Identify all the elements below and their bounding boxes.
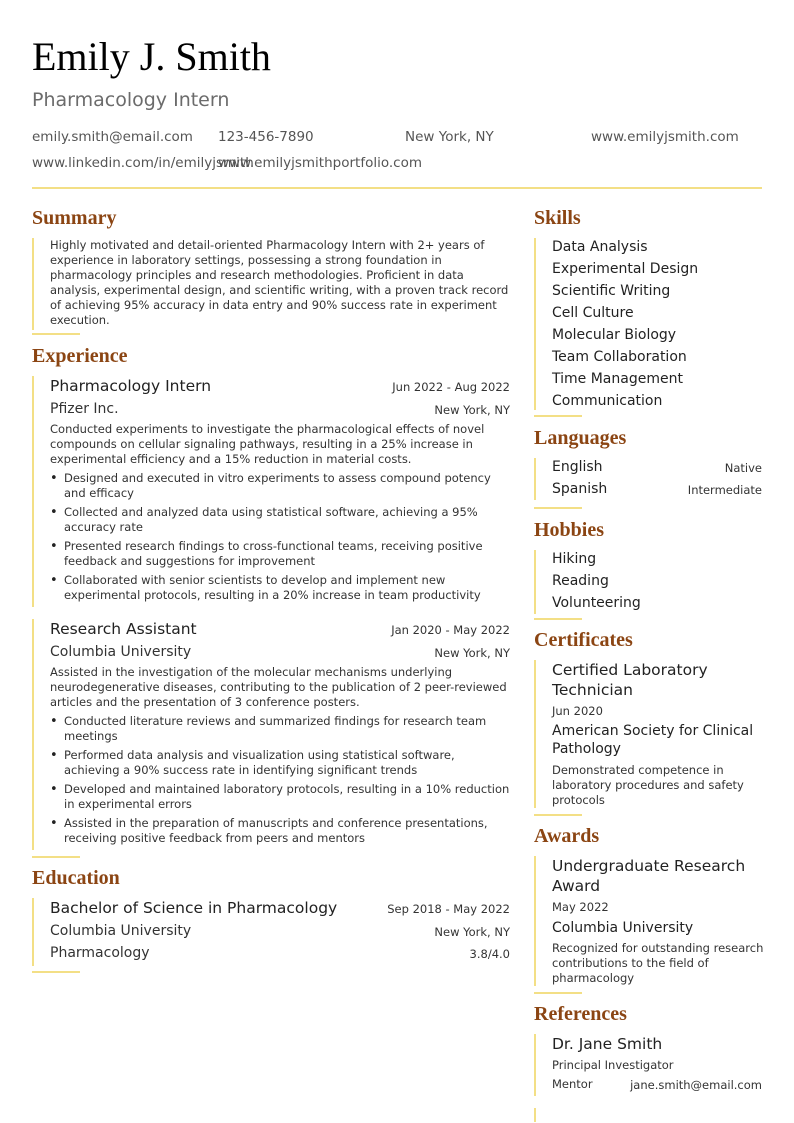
education-school: Columbia University	[50, 923, 192, 939]
website-link[interactable]: www.emilyjsmith.com	[591, 129, 739, 145]
summary-bar	[32, 238, 34, 330]
experience-rule	[32, 856, 80, 858]
reference-name: Dr. Jane Smith	[552, 1035, 663, 1053]
header-divider	[32, 187, 762, 189]
job-dates: Jun 2022 - Aug 2022	[392, 380, 510, 394]
reference-position: Principal Investigator	[552, 1058, 674, 1072]
language-name: Spanish	[552, 481, 608, 497]
job-bullet: • Assisted in the preparation of manuscripts and conference presentations, receiving positive feedback from peers and mentors	[50, 816, 510, 846]
certificate-title: Certified Laboratory Technician	[552, 661, 708, 699]
education-location: New York, NY	[434, 925, 510, 939]
award-issuer: Columbia University	[552, 920, 694, 936]
candidate-name: Emily J. Smith	[32, 34, 271, 79]
job-bullet: • Performed data analysis and visualization using statistical software, achieving a 90% success rate in identifying significant trends	[50, 748, 510, 778]
job-bullet: • Conducted literature reviews and summarized findings for research team meetings	[50, 714, 510, 744]
location: New York, NY	[405, 129, 494, 145]
education-rule	[32, 971, 80, 973]
skill-item: Data Analysis	[552, 239, 648, 255]
email-link[interactable]: emily.smith@email.com	[32, 129, 193, 145]
linkedin-link[interactable]: www.linkedin.com/in/emilyjsmith	[32, 155, 254, 171]
certificate-issuer: American Society for Clinical Pathology	[552, 723, 754, 757]
reference-email[interactable]: jane.smith@email.com	[630, 1078, 762, 1092]
awards-rule	[534, 992, 582, 994]
job-bullet: • Collected and analyzed data using statistical software, achieving a 95% accuracy rate	[50, 505, 510, 535]
languages-bar	[534, 458, 536, 500]
reference-relation: Mentor	[552, 1077, 593, 1091]
education-bar	[32, 898, 34, 966]
portfolio-link[interactable]: www.emilyjsmithportfolio.com	[218, 155, 422, 171]
award-description: Recognized for outstanding research contributions to the field of pharmacology	[552, 941, 764, 985]
certificates-rule	[534, 814, 582, 816]
language-level: Intermediate	[687, 483, 762, 497]
candidate-title: Pharmacology Intern	[32, 89, 230, 111]
job-bar	[32, 619, 34, 850]
hobbies-rule	[534, 618, 582, 620]
job-title: Research Assistant	[50, 620, 197, 638]
references-bar	[534, 1034, 536, 1096]
job-company: Pfizer Inc.	[50, 401, 119, 417]
award-date: May 2022	[552, 900, 609, 914]
certificate-description: Demonstrated competence in laboratory procedures and safety protocols	[552, 763, 744, 807]
references-heading: References	[534, 1003, 627, 1025]
education-gpa: 3.8/4.0	[469, 947, 510, 961]
skill-item: Molecular Biology	[552, 327, 677, 343]
job-bullet: • Presented research findings to cross-functional teams, receiving positive feedback and suggestions for improvement	[50, 539, 510, 569]
languages-heading: Languages	[534, 427, 627, 449]
award-title: Undergraduate Research Award	[552, 857, 746, 895]
job-bar	[32, 376, 34, 607]
certificates-heading: Certificates	[534, 629, 633, 651]
education-heading: Education	[32, 867, 120, 889]
education-field: Pharmacology	[50, 945, 150, 961]
skill-item: Communication	[552, 393, 663, 409]
hobbies-heading: Hobbies	[534, 519, 605, 541]
job-bullet: • Designed and executed in vitro experiments to assess compound potency and efficacy	[50, 471, 510, 501]
languages-rule	[534, 507, 582, 509]
job-location: New York, NY	[434, 646, 510, 660]
job-bullet: • Collaborated with senior scientists to develop and implement new experimental protocols, resulting in a 20% increase in team productivity	[50, 573, 510, 603]
summary-heading: Summary	[32, 207, 117, 229]
summary-rule	[32, 333, 80, 335]
awards-heading: Awards	[534, 825, 600, 847]
summary-text: Highly motivated and detail-oriented Pharmacology Intern with 2+ years of experience in laboratory settings, possessing a strong foundation in pharmacology principles and research methodologies. Proficient in data analysis, experimental design, and scientific writing, with a proven track record of achieving 95% accuracy in data entry and 90% success rate in experiment execution.	[50, 238, 509, 327]
skills-rule	[534, 415, 582, 417]
skills-bar	[534, 238, 536, 410]
skill-item: Team Collaboration	[552, 349, 687, 365]
hobbies-bar	[534, 550, 536, 614]
job-title: Pharmacology Intern	[50, 377, 212, 395]
education-dates: Sep 2018 - May 2022	[387, 902, 510, 916]
skill-item: Scientific Writing	[552, 283, 671, 299]
education-degree: Bachelor of Science in Pharmacology	[50, 899, 338, 917]
references-bar-end	[534, 1108, 536, 1122]
skill-item: Cell Culture	[552, 305, 634, 321]
hobby-item: Reading	[552, 573, 609, 589]
certificates-bar	[534, 660, 536, 808]
experience-heading: Experience	[32, 345, 128, 367]
hobby-item: Hiking	[552, 551, 597, 567]
skills-heading: Skills	[534, 207, 581, 229]
language-name: English	[552, 459, 603, 475]
certificate-date: Jun 2020	[552, 704, 603, 718]
language-level: Native	[724, 461, 762, 475]
hobby-item: Volunteering	[552, 595, 641, 611]
job-company: Columbia University	[50, 644, 192, 660]
job-description: Conducted experiments to investigate the pharmacological effects of novel compounds on cellular signaling pathways, resulting in a 25% increase in experimental efficiency and a 15% reduction in material costs.	[50, 422, 485, 466]
phone-number[interactable]: 123-456-7890	[218, 129, 314, 145]
job-bullet: • Developed and maintained laboratory protocols, resulting in a 10% reduction in experimental errors	[50, 782, 510, 812]
job-dates: Jan 2020 - May 2022	[391, 623, 510, 637]
job-description: Assisted in the investigation of the molecular mechanisms underlying neurodegenerative diseases, contributing to the publication of 2 peer-reviewed articles and the presentation of 3 conference posters.	[50, 665, 507, 709]
skill-item: Experimental Design	[552, 261, 699, 277]
skill-item: Time Management	[552, 371, 683, 387]
awards-bar	[534, 856, 536, 986]
job-location: New York, NY	[434, 403, 510, 417]
